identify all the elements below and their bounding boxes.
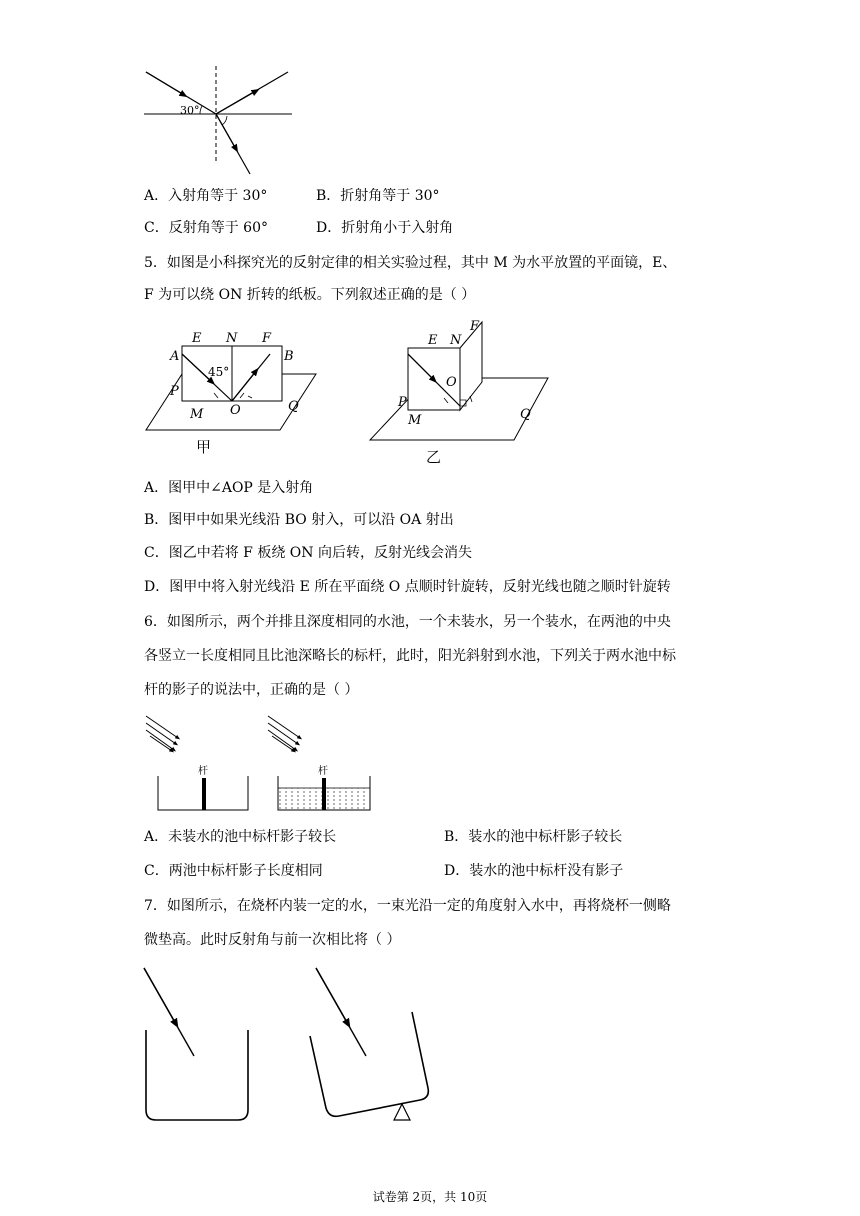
svg-text:P: P <box>170 384 179 399</box>
q5-stem-line2: F 为可以绕 ON 折转的纸板。下列叙述正确的是（ ） <box>144 287 476 303</box>
svg-text:Q: Q <box>520 407 531 422</box>
q7-stem-line1: 7．如图所示，在烧杯内装一定的水，一束光沿一定的角度射入水中，再将烧杯一侧略 <box>144 898 671 914</box>
q5-option-a[interactable]: A．图甲中∠AOP 是入射角 <box>144 480 314 496</box>
q6-stem-line2: 各竖立一长度相同且比池深略长的标杆，此时，阳光斜射到水池，下列关于两水池中标 <box>144 648 676 664</box>
svg-text:P: P <box>398 395 407 410</box>
angle-label: 30° <box>180 104 200 117</box>
svg-text:E: E <box>428 333 438 348</box>
caption-jia: 甲 <box>196 438 212 456</box>
svg-text:O: O <box>446 375 457 390</box>
q5-option-c[interactable]: C．图乙中若将 F 板绕 ON 向后转，反射光线会消失 <box>144 545 472 561</box>
svg-text:45°: 45° <box>208 365 230 379</box>
svg-text:Q: Q <box>288 399 299 414</box>
q5-figure-jia <box>144 320 324 460</box>
q6-figure <box>140 710 380 814</box>
q4-option-c[interactable]: C．反射角等于 60° <box>144 220 268 236</box>
svg-text:M: M <box>408 413 422 428</box>
svg-text:B: B <box>284 349 294 364</box>
q7-figure <box>140 964 440 1134</box>
svg-text:杆: 杆 <box>318 766 328 777</box>
svg-text:N: N <box>450 333 462 348</box>
svg-text:F: F <box>470 319 480 334</box>
svg-text:杆: 杆 <box>198 766 208 777</box>
svg-text:N: N <box>226 331 238 346</box>
q4-figure <box>140 64 300 180</box>
q6-option-c[interactable]: C．两池中标杆影子长度相同 <box>144 863 323 879</box>
q6-option-b[interactable]: B．装水的池中标杆影子较长 <box>444 829 623 845</box>
q5-option-d[interactable]: D．图甲中将入射光线沿 E 所在平面绕 O 点顺时针旋转，反射光线也随之顺时针旋转 <box>144 579 671 595</box>
svg-text:A: A <box>170 349 180 364</box>
q6-option-a[interactable]: A．未装水的池中标杆影子较长 <box>144 829 337 845</box>
caption-yi: 乙 <box>426 448 442 466</box>
svg-text:M: M <box>190 407 204 422</box>
q6-option-d[interactable]: D．装水的池中标杆没有影子 <box>444 863 624 879</box>
svg-text:F: F <box>262 331 272 346</box>
q6-stem-line3: 杆的影子的说法中，正确的是（ ） <box>144 682 359 698</box>
q5-stem-line1: 5．如图是小科探究光的反射定律的相关实验过程，其中 M 为水平放置的平面镜，E、 <box>144 255 677 271</box>
q7-stem-line2: 微垫高。此时反射角与前一次相比将（ ） <box>144 932 401 948</box>
q4-option-a[interactable]: A．入射角等于 30° <box>144 188 268 204</box>
svg-text:E: E <box>192 331 202 346</box>
q6-stem-line1: 6．如图所示，两个并排且深度相同的水池，一个未装水，另一个装水，在两池的中央 <box>144 614 671 630</box>
q4-option-d[interactable]: D．折射角小于入射角 <box>316 220 454 236</box>
svg-text:O: O <box>230 403 241 418</box>
q5-option-b[interactable]: B．图甲中如果光线沿 BO 射入，可以沿 OA 射出 <box>144 512 454 528</box>
q4-option-b[interactable]: B．折射角等于 30° <box>316 188 440 204</box>
page-footer: 试卷第 2页，共 10页 <box>372 1190 488 1204</box>
q5-figure-yi <box>368 314 558 470</box>
